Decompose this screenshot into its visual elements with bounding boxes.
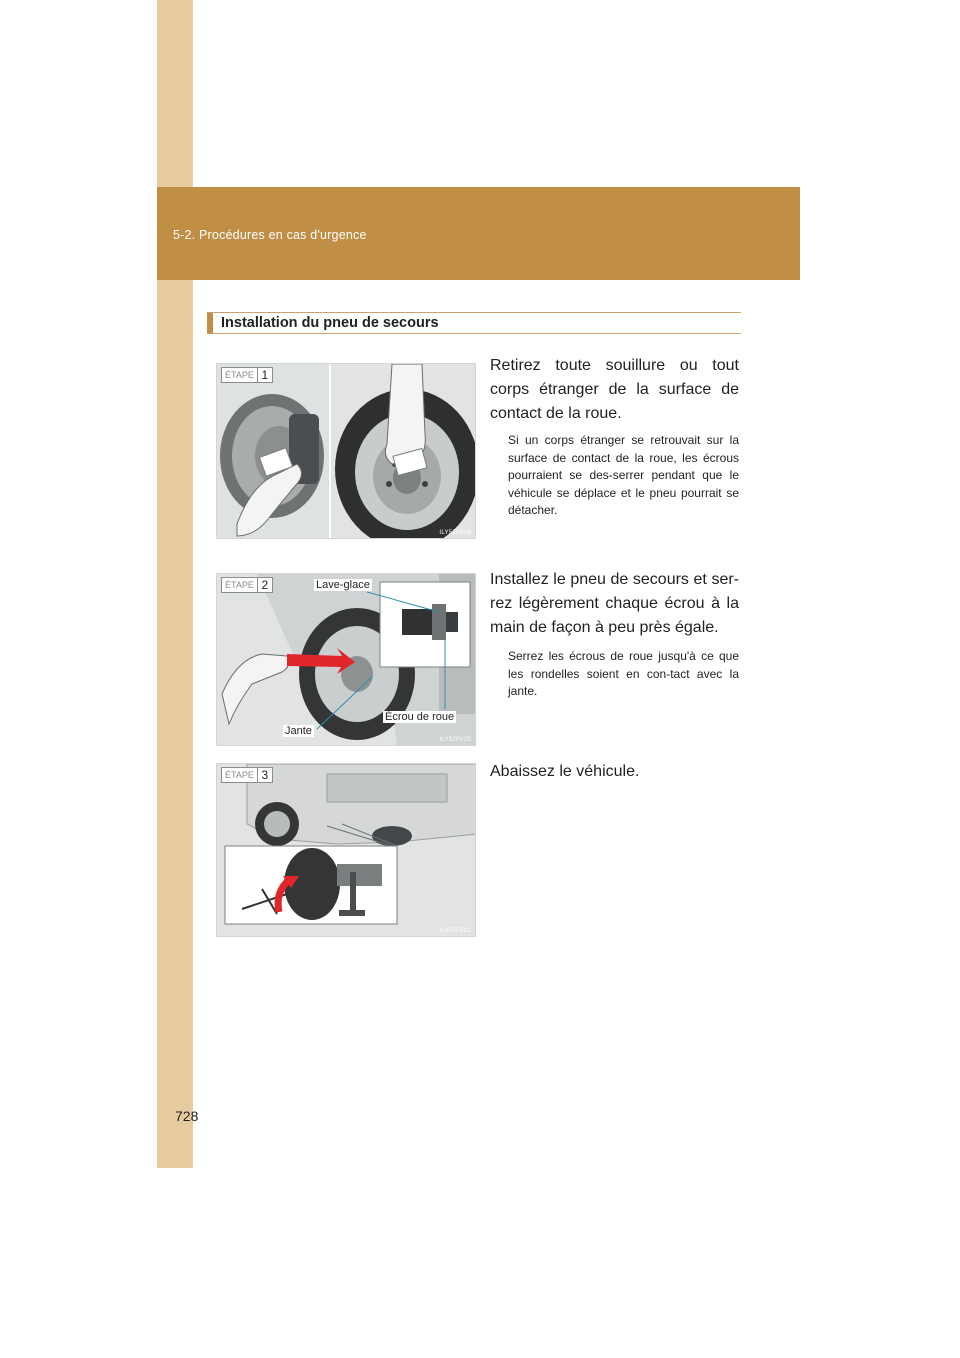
illustration-lower-vehicle: [217, 764, 476, 937]
step-3-instruction: Abaissez le véhicule.: [490, 763, 640, 780]
step-badge-number: 3: [258, 767, 273, 783]
step-badge-2: [221, 578, 273, 592]
figure-code: ILY52F020: [439, 737, 471, 743]
callout-lave-glace: Lave-glace: [316, 579, 370, 591]
section-title: Installation du pneu de secours: [221, 315, 439, 331]
step-badge-number: 2: [258, 577, 273, 593]
figure-code: ILY52F021: [439, 928, 471, 934]
figure-step-2: [216, 573, 476, 746]
step-badge-word: ÉTAPE: [221, 577, 258, 593]
step-badge-1: [221, 368, 273, 382]
step-badge-3: [221, 768, 273, 782]
step-1-instruction: Retirez toute souillure ou tout corps étranger de la surface de contact de la roue.: [490, 357, 739, 422]
breadcrumb: 5-2. Procédures en cas d'urgence: [173, 228, 367, 242]
step-badge-number: 1: [258, 367, 273, 383]
figure-step-3: [216, 763, 476, 937]
page-number: 728: [175, 1108, 199, 1124]
step-badge-word: ÉTAPE: [221, 767, 258, 783]
side-strip: [157, 0, 193, 1168]
step-2-instruction: Installez le pneu de secours et ser-rez légèrement chaque écrou à la main de façon à peu près égale.: [490, 571, 739, 636]
figure-code: ILY52F019: [439, 530, 471, 536]
figure-step-1: [216, 363, 476, 539]
step-2-note: Serrez les écrous de roue jusqu'à ce que les rondelles soient en con-tact avec la jante.: [508, 649, 739, 698]
section-accent-bar: [207, 313, 213, 333]
step-badge-word: ÉTAPE: [221, 367, 258, 383]
section-header: [207, 312, 741, 334]
step-1-note: Si un corps étranger se retrouvait sur la surface de contact de la roue, les écrous pourraient se des-serrer pendant que le véhicule se déplace et le pneu pourrait se détacher.: [508, 433, 739, 517]
callout-ecrou-de-roue: Écrou de roue: [385, 711, 455, 723]
illustration-clean-wheel-surface: [217, 364, 476, 539]
callout-jante: Jante: [285, 725, 312, 737]
